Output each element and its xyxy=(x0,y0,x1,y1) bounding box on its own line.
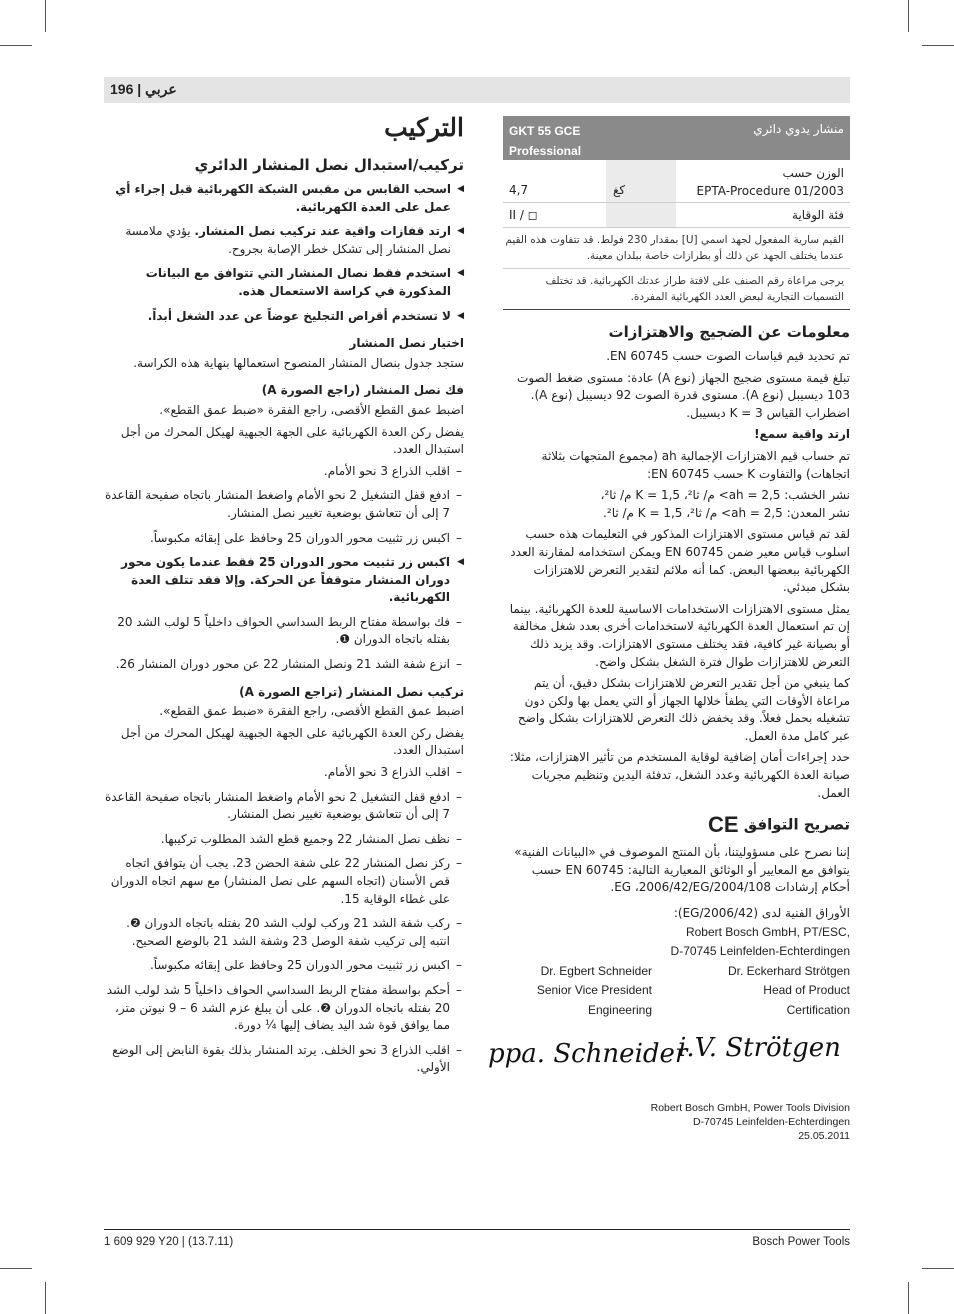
install-step: – ركب شفة الشد 21 وركب لولب الشد 20 بفتله باتجاه الدوران ❷. انتبه إلى تركيب شفة الوصل 23 وشفة الشد 21 بالوضع الصحيح. xyxy=(104,915,464,950)
warning-item xyxy=(104,181,464,216)
spec-row-protection xyxy=(503,203,850,228)
crop-mark xyxy=(922,45,954,46)
model-line: Professional xyxy=(509,144,582,158)
install-step: – ادفع قفل التشغيل 2 نحو الأمام واضغط المنشار باتجاه صفيحة القاعدة 7 إلى أن تتعاشق بوضعية تغيير نصل المنشار. xyxy=(104,789,464,824)
warning-item xyxy=(104,265,464,300)
crop-mark xyxy=(908,1282,909,1314)
address-line: D-70745 Leinfelden-Echterdingen xyxy=(670,944,850,959)
signatory-title: Head of Product xyxy=(763,983,850,998)
crop-mark xyxy=(0,45,32,46)
remove-step: – اكبس زر تثبيت محور الدوران 25 وحافظ على إبقائه مكبوساً. xyxy=(104,530,464,548)
signatory-title: Engineering xyxy=(587,1002,652,1017)
protection-value: II / ◻ xyxy=(509,208,538,222)
section-title: تركيب/استبدال نصل المنشار الدائري xyxy=(194,156,464,174)
signature-2-image: i.V. Strötgen xyxy=(678,1032,841,1063)
warning-item xyxy=(104,223,464,258)
conformity-title-text: تصريح التوافق xyxy=(743,815,850,834)
signatory-name: Dr. Egbert Schneider xyxy=(540,963,652,978)
declaration-date: 25.05.2011 xyxy=(798,1129,850,1142)
tech-docs-label: الأوراق الفنية لدى (2006/42/EG): xyxy=(673,906,850,921)
weight-unit: كغ xyxy=(613,183,626,197)
weight-value: 4,7 xyxy=(509,183,529,197)
noise-warning: ارتد واقية سمع! xyxy=(754,427,850,442)
remove-step-warning: ◀ اكبس زر تثبيت محور الدوران 25 فقط عندما يكون محور دوران المنشار متوقفاً عن الحركة. وإلا فقد تتلف العدة الكهربائية. xyxy=(104,554,464,607)
company-name: Robert Bosch GmbH, Power Tools Division xyxy=(650,1101,850,1114)
voltage-note: القيم سارية المفعول لجهد اسمي [U] بمقدار 230 فولط. قد تتفاوت هذه القيم عندما يختلف الجهد عن ذلك أو بطرازات خاصة ببلدان معينة. xyxy=(503,228,850,269)
weight-label-line: الوزن حسب xyxy=(782,166,844,180)
install-step: – ركز نصل المنشار 22 على شفة الحضن 23. يجب أن يتوافق اتجاه قص الأسنان (اتجاه السهم على نصل المنشار) مع سهم اتجاه الدوران على غطاء الوقاية 15. xyxy=(104,855,464,908)
warning-normal: يؤدي ملامسة نصل المنشار إلى تشكل خطر الإصابة بجروح. xyxy=(125,224,451,256)
install-heading: تركيب نصل المنشار (تراجع الصورة A) xyxy=(239,684,464,699)
weight-label-line: EPTA-Procedure 01/2003 xyxy=(696,184,844,198)
page-number-value: 196 xyxy=(110,81,134,97)
crop-mark xyxy=(45,0,46,32)
spec-table xyxy=(503,116,850,310)
article-note: يرجى مراعاة رقم الصنف على لافتة طراز عدتك الكهربائية. قد تختلف التسميات التجارية لبعض العدد الكهربائية المفردة. xyxy=(503,269,850,310)
noise-title: معلومات عن الضجيج والاهتزازات xyxy=(608,323,850,341)
signature-area xyxy=(488,924,850,1142)
weight-label xyxy=(503,160,850,204)
vibration-metal: نشر المعدن: ah = 2,5> م/ ثا²، K = 1,5 م/ ثا². xyxy=(603,505,850,520)
signatory-name: Dr. Eckerhard Strötgen xyxy=(727,963,850,978)
conformity-title xyxy=(503,812,850,838)
install-step: – اقلب الذراع 3 نحو الخلف. يرتد المنشار بذلك بقوة النابض إلى الوضع الأولي. xyxy=(104,1042,464,1077)
remove-step: – فك بواسطة مفتاح الربط السداسي الحواف داخلياً 5 لولب الشد 20 بفتله باتجاه الدوران ❶. xyxy=(104,614,464,649)
vibration-text: حدد إجراءات أمان إضافية لوقاية المستخدم من تأثير الاهتزازات، مثلا: صيانة العدة الكهربائية وعدد الشغل، تدفئة اليدين وتنظيم مجريات العمل. xyxy=(509,750,850,800)
signatory-2 xyxy=(728,962,850,1021)
model-name xyxy=(509,121,581,161)
vibration-text: لقد تم قياس مستوى الاهتزازات المذكور في التعليمات هذه حسب اسلوب قياس معير ضمن EN 60745 ويمكن استخدامه لمقارنة العدد الكهربائية ببعضها البعض. كما أنه ملائم لتقدير التعرض للاهتزازات بشكل مبدئي. xyxy=(510,527,850,595)
crop-mark xyxy=(45,1282,46,1314)
tool-name: منشار يدوي دائري xyxy=(753,122,844,136)
noise-text: تم تحديد قيم قياسات الصوت حسب EN 60745. xyxy=(606,349,850,363)
remove-step: – ادفع قفل التشغيل 2 نحو الأمام واضغط المنشار باتجاه صفيحة القاعدة 7 إلى أن تتعاشق بوضعية تغيير نصل المنشار. xyxy=(104,487,464,522)
tech-docs-address xyxy=(671,923,850,962)
footer-doc-number: 1 609 929 Y20 | (13.7.11) xyxy=(104,1236,234,1248)
remove-intro: يفضل ركن العدة الكهربائية على الجهة الجبهية لهيكل المحرك من أجل استبدال العدد. xyxy=(120,424,464,457)
install-step: – اكبس زر تثبيت محور الدوران 25 وحافظ على إبقائه مكبوساً. xyxy=(104,957,464,975)
right-column xyxy=(488,116,850,1142)
crop-mark xyxy=(0,1268,32,1269)
install-step: – أحكم بواسطة مفتاح الربط السداسي الحواف داخلياً 5 شد لولب الشد 20 بفتله باتجاه الدوران ❷. على أن يبلغ عزم الشد 6 – 9 نيوتن متر، مما يوافق قوة شد اليد يضاف إليها ¼ دورة. xyxy=(104,982,464,1035)
conformity-text: إننا نصرح على مسؤوليتنا، بأن المنتج الموصوف في «البيانات الفنية» يتوافق مع المعايير أو الوثائق المعيارية التالية: EN 60745 حسب أحكام إرشادات 2004/108/EG ،2006/42/EG. xyxy=(514,845,850,895)
footer-rule xyxy=(104,1229,850,1230)
remove-step: – انزع شفة الشد 21 ونصل المنشار 22 عن محور دوران المنشار 26. xyxy=(104,656,464,674)
spec-row-weight xyxy=(503,160,850,203)
noise-text: تبلغ قيمة مستوى ضجيج الجهاز (نوع A) عادة: مستوى ضغط الصوت 103 ديسيبل (نوع A). مستوى قدرة الصوت 92 ديسيبل (نوع A). اضطراب القياس K = 3 ديسيبل. xyxy=(517,370,850,420)
language-label: عربي xyxy=(145,81,177,97)
unit-cell xyxy=(606,203,676,227)
warning-bold: اسحب القابس من مقبس الشبكة الكهربائية قبل إجراء أي عمل على العدة الكهربائية. xyxy=(115,182,451,214)
remove-step: – اقلب الذراع 3 نحو الأمام. xyxy=(104,463,464,481)
install-step: – اقلب الذراع 3 نحو الأمام. xyxy=(104,764,464,782)
signature-1-image: ppa. Schneider xyxy=(488,1038,688,1069)
crop-mark xyxy=(908,0,909,32)
install-intro: يفضل ركن العدة الكهربائية على الجهة الجبهية لهيكل المحرك من أجل استبدال العدد. xyxy=(120,725,464,758)
signatory-title: Certification xyxy=(786,1002,850,1017)
address-line: Robert Bosch GmbH, PT/ESC, xyxy=(685,924,850,939)
company-address: D-70745 Leinfelden-Echterdingen xyxy=(692,1115,850,1128)
company-block xyxy=(651,1101,850,1143)
remove-intro: اضبط عمق القطع الأقصى، راجع الفقرة «ضبط عمق القطع». xyxy=(159,402,464,417)
vibration-wood: نشر الخشب: ah = 2,5> م/ ثا²، K = 1,5 م/ ثا²، xyxy=(600,488,850,503)
spec-table-header xyxy=(503,116,850,160)
select-text: ستجد جدول بنصال المنشار المنصوح استعمالها بنهاية هذه الكراسة. xyxy=(133,355,464,370)
ce-mark-icon: CE xyxy=(708,812,739,838)
footer-brand: Bosch Power Tools xyxy=(752,1236,850,1248)
install-step: – نظف نصل المنشار 22 وجميع قطع الشد المطلوب تركيبها. xyxy=(104,831,464,849)
vibration-text: يمثل مستوى الاهتزازات الاستخدامات الاساسية للعدة الكهربائية. بينما إن تم استعمال العدة الكهربائية لاستخدامات أخرى بعدد شغل مخالفة أو بصيانة غير كافية، فقد يختلف مستوى الاهتزازات. وقد يزيد ذلك التعرض للاهتزازات طوال فترة الشغل بشكل واضح. xyxy=(509,601,850,669)
page-title: التركيب xyxy=(384,113,464,142)
select-heading: اختيار نصل المنشار xyxy=(349,336,464,351)
vibration-text: كما ينبغي من أجل تقدير التعرض للاهتزازات بشكل دقيق، أن يتم مراعاة الأوقات التي يطفأ خلالها الجهاز أو التي يعمل بها ولكن دون تشغيله بحمل فعلاً. وقد يخفض ذلك التعرض للاهتزازات بشكل واضح عبر كامل مدة العمل. xyxy=(517,676,850,743)
warning-bold: لا تستخدم أقراص التجليخ عوضاً عن عدد الشغل أبداً. xyxy=(147,308,451,323)
page-number: 196 | عربي xyxy=(110,81,177,97)
warning-item xyxy=(104,308,464,326)
vibration-text: تم حساب قيم الاهتزازات الإجمالية ah (مجموع المتجهات بثلاثة اتجاهات) والتفاوت K حسب EN 60745: xyxy=(541,448,850,481)
signatory-1 xyxy=(537,962,652,1021)
remove-heading: فك نصل المنشار (راجع الصورة A) xyxy=(261,383,464,398)
crop-mark xyxy=(922,1268,954,1269)
model-line: GKT 55 GCE xyxy=(509,124,581,138)
left-column xyxy=(104,113,464,1084)
page-header xyxy=(104,77,850,103)
protection-label: فئة الوقاية xyxy=(792,208,844,222)
warning-bold: استخدم فقط نصال المنشار التي تتوافق مع البيانات المذكورة في كراسة الاستعمال هذه. xyxy=(145,266,451,298)
install-intro: اضبط عمق القطع الأقصى، راجع الفقرة «ضبط عمق القطع». xyxy=(159,704,464,719)
signatory-title: Senior Vice President xyxy=(536,983,652,998)
warning-bold: ارتد قفازات واقية عند تركيب نصل المنشار. xyxy=(194,224,451,239)
